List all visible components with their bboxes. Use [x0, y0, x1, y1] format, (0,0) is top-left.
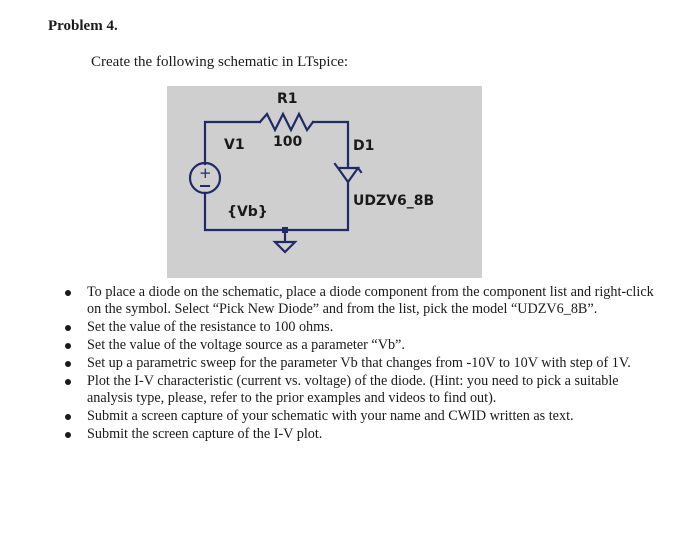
bullet-icon	[65, 290, 71, 296]
schematic-figure	[167, 86, 482, 278]
zener-diode-symbol	[335, 164, 361, 182]
diode-name-label: D1	[353, 138, 375, 154]
schematic-drawing	[167, 86, 482, 278]
instruction-text: To place a diode on the schematic, place a diode component from the component list and right-click on the symbol. Select “Pick New Diode” and from the list, pick the model “UDZV6_8B”.	[87, 284, 654, 317]
list-item	[56, 284, 656, 318]
bullet-icon	[65, 414, 71, 420]
instruction-text: Set the value of the resistance to 100 ohms.	[87, 319, 334, 335]
resistor-name-label: R1	[277, 91, 298, 107]
instruction-text: Set the value of the voltage source as a parameter “Vb”.	[87, 337, 405, 353]
instruction-text: Submit the screen capture of the I-V plot.	[87, 426, 323, 442]
instruction-text: Set up a parametric sweep for the parameter Vb that changes from -10V to 10V with step of 1V.	[87, 355, 631, 371]
ground-symbol	[275, 230, 295, 252]
bullet-icon	[65, 361, 71, 367]
list-item	[56, 337, 656, 354]
bullet-icon	[65, 432, 71, 438]
list-item	[56, 319, 656, 336]
bullet-icon	[65, 343, 71, 349]
problem-intro: Create the following schematic in LTspice:	[91, 54, 349, 70]
wire-bottom-right	[285, 182, 348, 230]
problem-title: Problem 4.	[48, 18, 118, 34]
source-value-label: {Vb}	[227, 204, 268, 220]
instruction-list	[56, 284, 656, 444]
instruction-text: Submit a screen capture of your schematic with your name and CWID written as text.	[87, 408, 574, 424]
list-item	[56, 355, 656, 372]
diode-model-label: UDZV6_8B	[353, 193, 435, 209]
ground-junction	[282, 227, 288, 233]
list-item	[56, 373, 656, 407]
bullet-icon	[65, 325, 71, 331]
wire-top-right	[313, 122, 348, 164]
instruction-text: Plot the I-V characteristic (current vs. voltage) of the diode. (Hint: you need to pick a suitable analysis type, please, refer to the prior examples and videos to find out).	[87, 373, 619, 406]
list-item	[56, 408, 656, 425]
source-plus-sign: +	[199, 164, 212, 182]
list-item	[56, 426, 656, 443]
resistor-value-label: 100	[273, 134, 303, 150]
resistor-symbol	[260, 114, 313, 130]
source-name-label: V1	[224, 137, 245, 153]
bullet-icon	[65, 379, 71, 385]
